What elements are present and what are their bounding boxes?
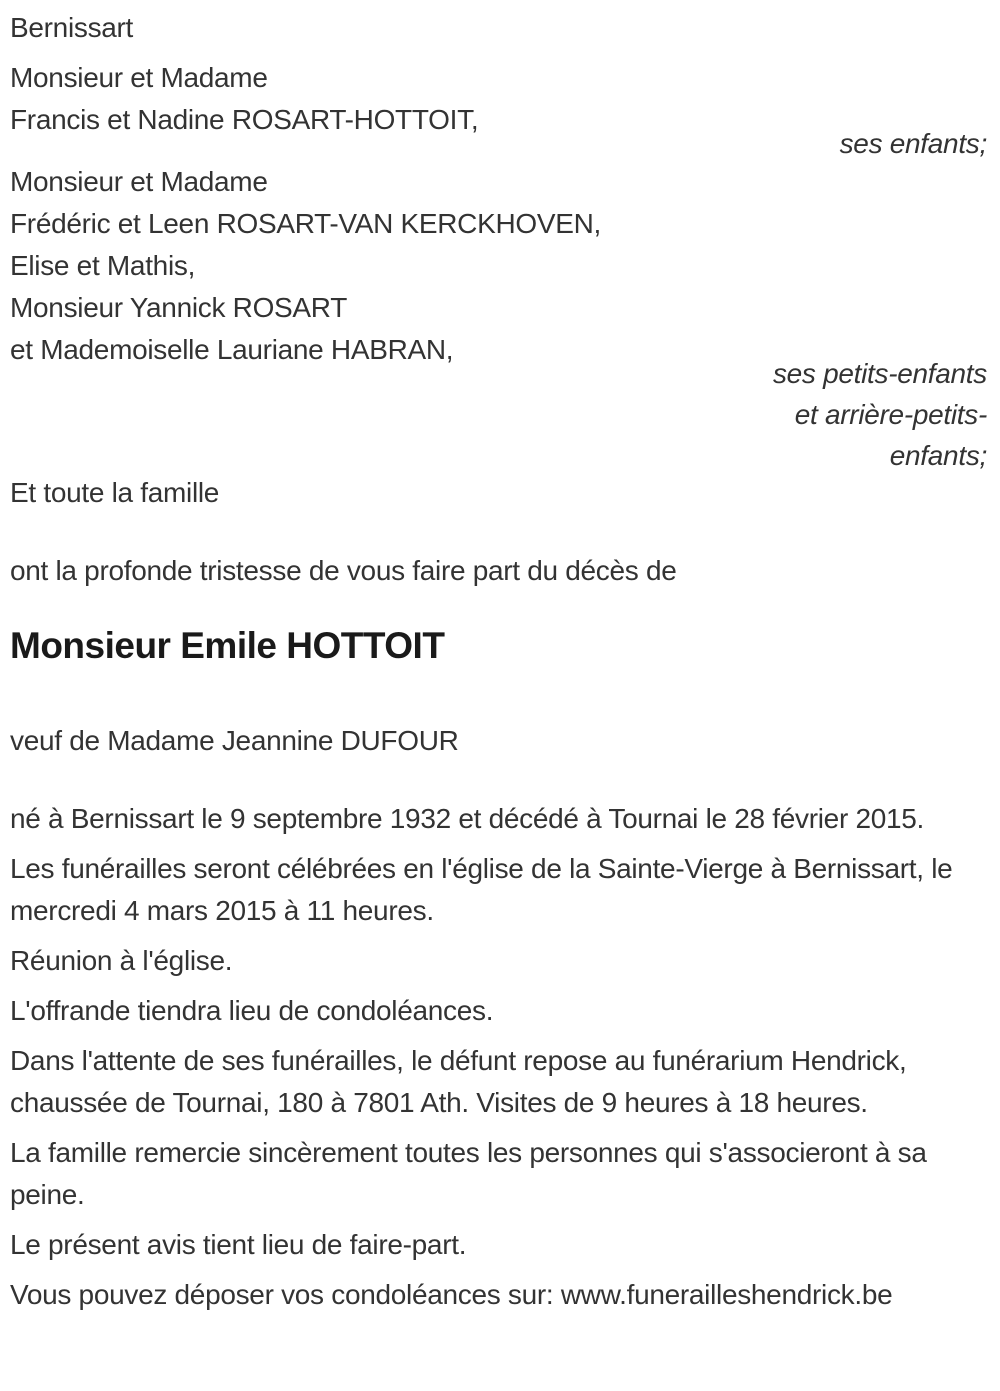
website-url[interactable]: www.funerailleshendrick.be (560, 1279, 893, 1310)
grandchildren-line-2: Frédéric et Leen ROSART-VAN KERCKHOVEN, (10, 208, 602, 239)
grandchildren-line-1: Monsieur et Madame (10, 166, 268, 197)
funeral-details: Les funérailles seront célébrées en l'église de la Sainte-Vierge à Bernissart, le mercredi 4 mars 2015 à 11 heures. (10, 853, 953, 926)
children-relation-label: ses enfants; (839, 128, 987, 159)
repose-details: Dans l'attente de ses funérailles, le défunt repose au funérarium Hendrick, chaussée de Tournai, 180 à 7801 Ath. Visites de 9 heures à 18 heures. (10, 1045, 907, 1118)
grandchildren-relation-label: ses petits-enfants et arrière-petits-enfants; (772, 358, 987, 471)
birth-death-line: né à Bernissart le 9 septembre 1932 et décédé à Tournai le 28 février 2015. (10, 803, 925, 834)
children-line-2: Francis et Nadine ROSART-HOTTOIT, (10, 104, 479, 135)
city-label: Bernissart (10, 12, 134, 43)
grandchildren-line-4: Monsieur Yannick ROSART (10, 292, 348, 323)
family-thanks: La famille remercie sincèrement toutes les personnes qui s'associeront à sa peine. (10, 1137, 927, 1210)
notice-statement: Le présent avis tient lieu de faire-part. (10, 1229, 467, 1260)
grandchildren-names (10, 161, 987, 371)
announcement-line: ont la profonde tristesse de vous faire part du décès de (10, 555, 677, 586)
offering-note: L'offrande tiendra lieu de condoléances. (10, 995, 494, 1026)
church-meeting: Réunion à l'église. (10, 945, 233, 976)
children-line-1: Monsieur et Madame (10, 62, 268, 93)
condolences-line (10, 1274, 987, 1316)
widower-line: veuf de Madame Jeannine DUFOUR (10, 725, 459, 756)
grandchildren-line-5: et Mademoiselle Lauriane HABRAN, (10, 334, 454, 365)
grandchildren-line-3: Elise et Mathis, (10, 250, 196, 281)
deceased-name: Monsieur Emile HOTTOIT (10, 625, 445, 666)
condolences-prefix: Vous pouvez déposer vos condoléances sur: (10, 1279, 554, 1310)
family-closing: Et toute la famille (10, 477, 220, 508)
